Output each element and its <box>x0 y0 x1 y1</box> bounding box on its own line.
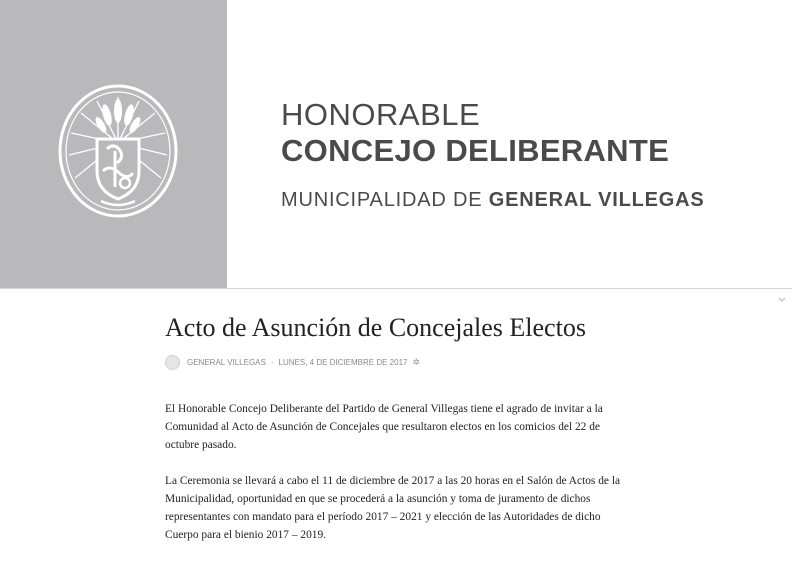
post-paragraph: El Honorable Concejo Deliberante del Partido de General Villegas tiene el agrado de invitar a la Comunidad al Acto de Asunción de Concejales que resultaron electos en los comicios del 22 de octubre pasado. <box>165 403 603 451</box>
site-header <box>0 0 792 289</box>
post-body <box>165 400 635 562</box>
wheat-shield-emblem-icon <box>57 83 179 219</box>
site-branding[interactable] <box>281 98 705 212</box>
logo-panel[interactable] <box>0 0 227 288</box>
author-avatar[interactable] <box>165 355 180 370</box>
post-title[interactable]: Acto de Asunción de Concejales Electos <box>165 313 586 342</box>
post-author[interactable]: GENERAL VILLEGAS <box>187 357 266 367</box>
gear-icon[interactable]: ✲ <box>412 356 421 367</box>
brand-honorable: HONORABLE <box>281 97 481 132</box>
brand-municipalidad-prefix: MUNICIPALIDAD DE <box>281 189 483 211</box>
meta-separator: · <box>270 357 274 367</box>
brand-general-villegas: GENERAL VILLEGAS <box>488 189 705 211</box>
post-meta <box>165 354 420 370</box>
chevron-down-icon[interactable] <box>777 296 787 304</box>
post-date[interactable]: LUNES, 4 DE DICIEMBRE DE 2017 <box>278 357 408 367</box>
brand-municipalidad <box>281 188 705 212</box>
brand-concejo-deliberante: CONCEJO DELIBERANTE <box>281 133 670 168</box>
post-paragraph: La Ceremonia se llevará a cabo el 11 de diciembre de 2017 a las 20 horas en el Salón de Actos de la Municipalidad, oportunidad en que se procederá a la asunción y toma de juramento de dichos representantes con mandato para el período 2017 – 2021 y elección de las Autoridades de dicho Cuerpo para el bienio 2017 – 2019. <box>165 475 621 541</box>
